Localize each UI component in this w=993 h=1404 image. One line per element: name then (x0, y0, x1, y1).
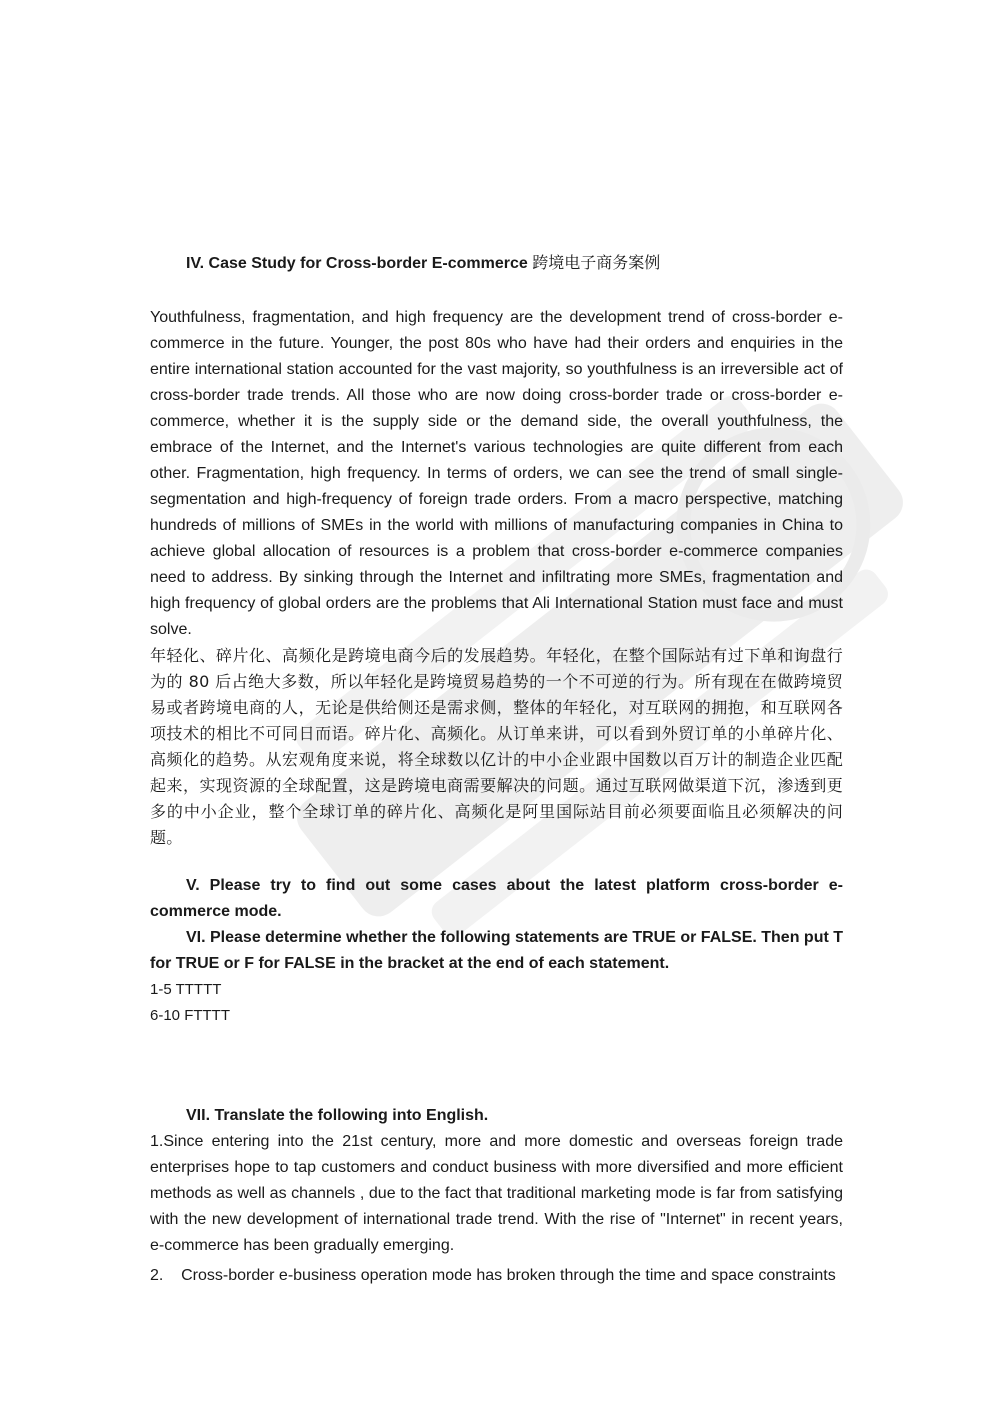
section-4-heading-cn: 跨境电子商务案例 (532, 253, 661, 272)
section-7-heading: VII. Translate the following into English. (186, 1107, 489, 1124)
section-7-item-2: 2. Cross-border e-business operation mode has broken through the time and space constraints (150, 1267, 836, 1284)
section-4-heading-en: IV. Case Study for Cross-border E-commerce (186, 255, 528, 272)
answer-line-1: 1-5 TTTTT (150, 981, 222, 998)
section-4-heading (150, 250, 843, 277)
section-4-paragraph-en: Youthfulness, fragmentation, and high frequency are the development trend of cross-border e-commerce in the future. Younger, the post 80s who have had their orders and enquiries in the entire international station accounted for the vast majority, so youthfulness is an irreversible act of cross-border trade trends. All those who are now doing cross-border trade or cross-border e-commerce, whether it is the supply side or the demand side, the overall youthfulness, the embrace of the Internet, and the Internet's various technologies are quite different from each other. Fragmentation, high frequency. In terms of orders, we can see the trend of small single-segmentation and high-frequency of foreign trade orders. From a macro perspective, matching hundreds of millions of SMEs in the world with millions of manufacturing companies in China to achieve global allocation of resources is a problem that cross-border e-commerce companies need to address. By sinking through the Internet and infiltrating more SMEs, fragmentation and high frequency of global orders are the problems that Ali International Station must face and must solve. (150, 309, 843, 638)
section-5-text: V. Please try to find out some cases about the latest platform cross-border e-commerce mode. (150, 877, 843, 920)
document-content (150, 250, 843, 1289)
answer-line-2: 6-10 FTTTT (150, 1007, 231, 1024)
section-7-item-1: 1.Since entering into the 21st century, more and more domestic and overseas foreign trade enterprises hope to tap customers and conduct business with more diversified and more efficient methods as well as channels , due to the fact that traditional marketing mode is far from satisfying with the new development of international trade trend. With the rise of "Internet" in recent years, e-commerce has been gradually emerging. (150, 1133, 843, 1254)
section-6-text: VI. Please determine whether the following statements are TRUE or FALSE. Then put T for TRUE or F for FALSE in the bracket at the end of each statement. (150, 929, 844, 972)
section-4-paragraph-cn: 年轻化、碎片化、高频化是跨境电商今后的发展趋势。年轻化，在整个国际站有过下单和询盘行为的 80 后占绝大多数，所以年轻化是跨境贸易趋势的一个不可逆的行为。所有现在在做跨境贸易或者跨境电商的人，无论是供给侧还是需求侧，整体的年轻化，对互联网的拥抱，和互联网各项技术的相比不可同日而语。碎片化、高频化。从订单来讲，可以看到外贸订单的小单碎片化、高频化的趋势。从宏观角度来说，将全球数以亿计的中小企业跟中国数以百万计的制造企业匹配起来，实现资源的全球配置，这是跨境电商需要解决的问题。通过互联网做渠道下沉，渗透到更多的中小企业，整个全球订单的碎片化、高频化是阿里国际站目前必须要面临且必须解决的问题。 (150, 646, 843, 847)
